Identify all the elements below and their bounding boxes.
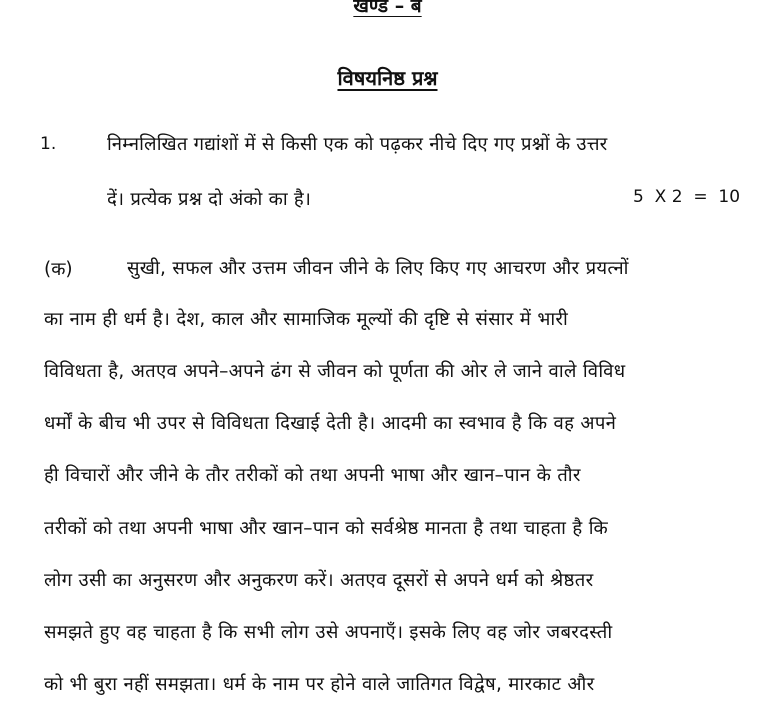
question-number: 1.	[40, 134, 57, 154]
marks-each: 2	[671, 187, 683, 207]
passage-line: को भी बुरा नहीं समझता। धर्म के नाम पर होने वाले जातिगत विद्वेष, मारकाट और	[44, 674, 595, 695]
section-heading	[0, 0, 775, 18]
subjective-heading-text: विषयनिष्ठ प्रश्न	[337, 66, 438, 90]
passage-line: का नाम ही धर्म है। देश, काल और सामाजिक मूल्यों की दृष्टि से संसार में भारी	[44, 309, 569, 330]
marks-scheme	[633, 187, 740, 207]
marks-total: 10	[718, 187, 741, 207]
passage-line: विविधता है, अतएव अपने–अपने ढंग से जीवन को पूर्णता की ओर ले जाने वाले विविध	[44, 361, 626, 382]
passage-line: समझते हुए वह चाहता है कि सभी लोग उसे अपनाएँ। इसके लिए वह जोर जबरदस्ती	[44, 622, 613, 643]
passage-line: तरीकों को तथा अपनी भाषा और खान–पान को सर्वश्रेष्ठ मानता है तथा चाहता है कि	[44, 518, 609, 539]
marks-count: 5	[633, 187, 644, 207]
passage-line: धर्मों के बीच भी उपर से विविधता दिखाई देती है। आदमी का स्वभाव है कि वह अपने	[44, 413, 617, 434]
section-heading-text: खण्ड – ब	[353, 0, 422, 17]
passage-line: ही विचारों और जीने के तौर तरीकों को तथा अपनी भाषा और खान–पान के तौर	[44, 465, 581, 486]
question-text-line-1: निम्नलिखित गद्यांशों में से किसी एक को पढ़कर नीचे दिए गए प्रश्नों के उत्तर	[107, 134, 608, 155]
passage-line: लोग उसी का अनुसरण और अनुकरण करें। अतएव दूसरों से अपने धर्म को श्रेष्ठतर	[44, 570, 594, 591]
marks-equals-sign: =	[693, 187, 708, 207]
subjective-heading	[0, 64, 775, 91]
passage-line: सुखी, सफल और उत्तम जीवन जीने के लिए किए गए आचरण और प्रयत्नों	[127, 258, 629, 279]
passage-label: (क)	[44, 259, 73, 280]
marks-times-sign: X	[654, 187, 667, 207]
question-text-line-2: दें। प्रत्येक प्रश्न दो अंको का है।	[107, 189, 312, 210]
